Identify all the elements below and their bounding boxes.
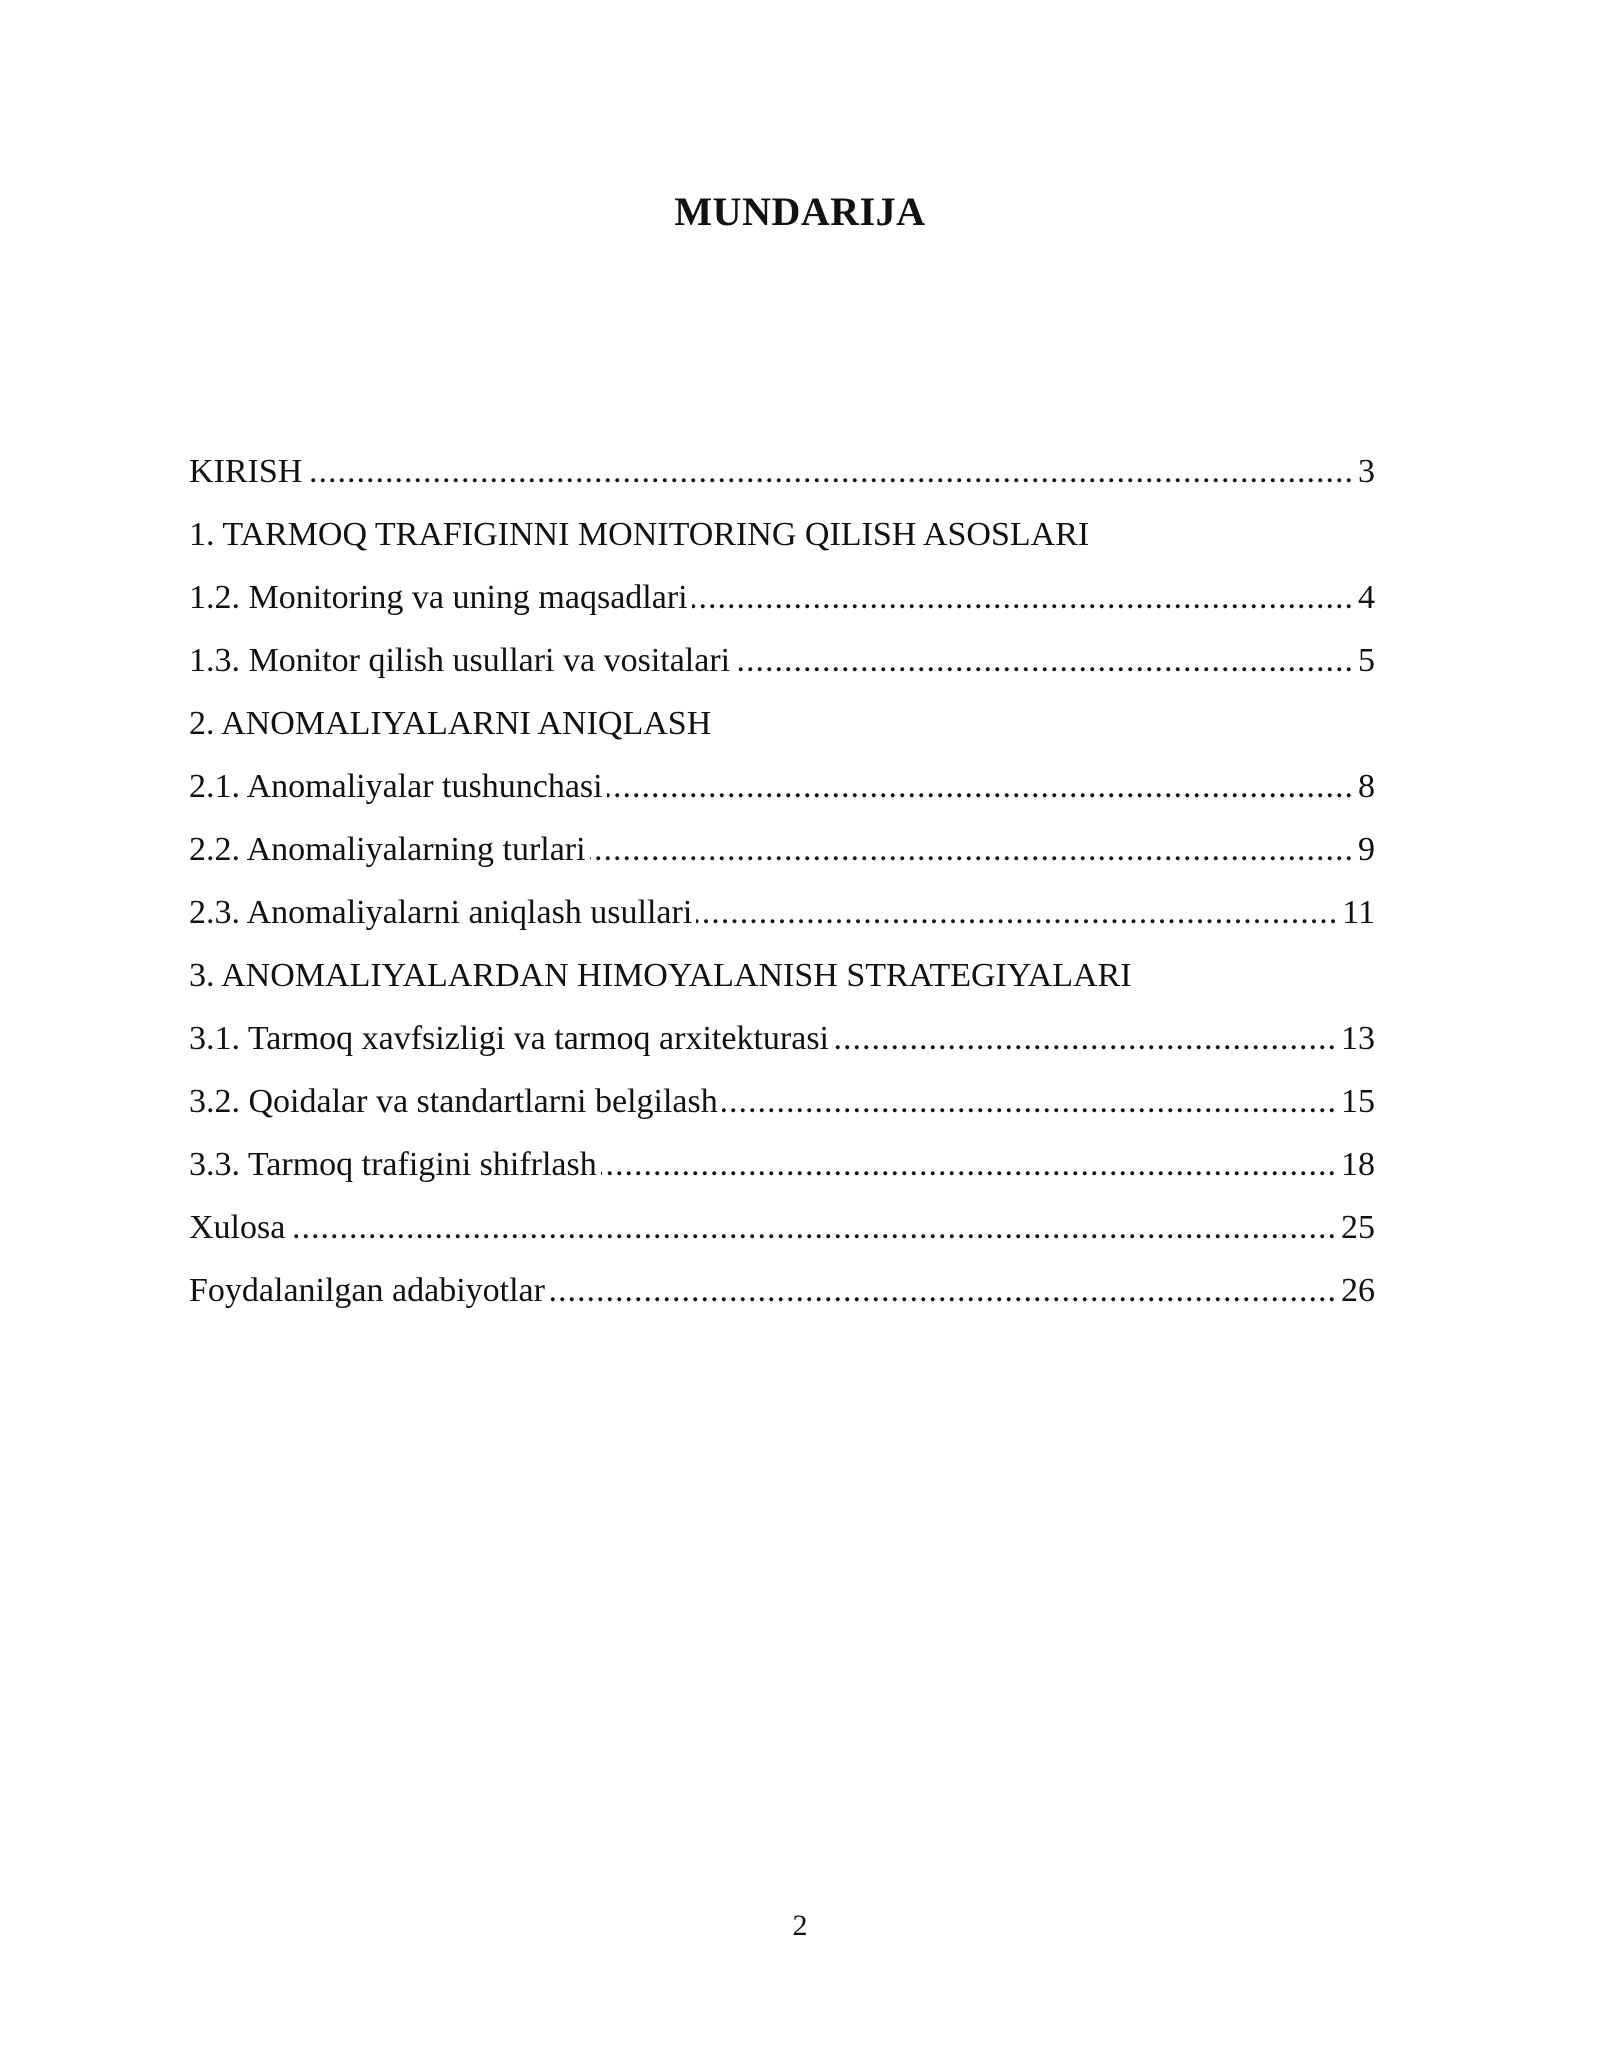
- toc-section-heading[interactable]: [189, 503, 1375, 566]
- toc-entry[interactable]: [189, 566, 1375, 629]
- toc-dot-leader: [722, 1070, 1337, 1133]
- toc-entry-page: 9: [1358, 831, 1375, 868]
- toc-dot-leader: [601, 1133, 1337, 1196]
- toc-entry-label: Foydalanilgan adabiyotlar: [189, 1272, 545, 1309]
- toc-dot-leader: [833, 1007, 1337, 1070]
- toc-entry-label: 1. TARMOQ TRAFIGINNI MONITORING QILISH ASOSLARI: [189, 516, 1090, 553]
- toc-entry-label: 3.1. Tarmoq xavfsizligi va tarmoq arxitekturasi: [189, 1020, 829, 1057]
- toc-dot-leader: [734, 629, 1354, 692]
- toc-entry-page: 4: [1358, 579, 1375, 616]
- toc-entry[interactable]: [189, 629, 1375, 692]
- toc-entry-label: 3.2. Qoidalar va standartlarni belgilash: [189, 1083, 718, 1120]
- toc-entry-label: 2.3. Anomaliyalarni aniqlash usullari: [189, 894, 693, 931]
- toc-entry-label: 2.2. Anomaliyalarning turlari: [189, 831, 586, 868]
- toc-entry-page: 25: [1341, 1209, 1375, 1246]
- toc-entry[interactable]: [189, 818, 1375, 881]
- toc-entry-page: 18: [1341, 1146, 1375, 1183]
- toc-section-heading[interactable]: [189, 692, 1375, 755]
- toc-entry-label: 1.3. Monitor qilish usullari va vositalari: [189, 642, 731, 679]
- toc-entry-label: 3.3. Tarmoq trafigini shifrlash: [189, 1146, 597, 1183]
- toc-dot-leader: [692, 566, 1354, 629]
- toc-dot-leader: [696, 881, 1338, 944]
- toc-entry[interactable]: [189, 755, 1375, 818]
- toc-entry-page: 15: [1341, 1083, 1375, 1120]
- toc-entry-label: 3. ANOMALIYALARDAN HIMOYALANISH STRATEGIYALARI: [189, 957, 1132, 994]
- toc-entry-label: 1.2. Monitoring va uning maqsadlari: [189, 579, 688, 616]
- toc-entry-page: 11: [1342, 894, 1375, 931]
- page-title: MUNDARIJA: [674, 189, 926, 234]
- toc-entry-page: 13: [1341, 1020, 1375, 1057]
- toc-dot-leader: [289, 1196, 1337, 1259]
- toc-entry[interactable]: [189, 1133, 1375, 1196]
- page-number: 2: [792, 1909, 808, 1942]
- toc-dot-leader: [607, 755, 1354, 818]
- toc-entry[interactable]: [189, 1196, 1375, 1259]
- toc-section-heading[interactable]: [189, 944, 1375, 1007]
- toc-entry-page: 8: [1358, 768, 1375, 805]
- toc-entry-page: 26: [1341, 1272, 1375, 1309]
- toc-entry-page: 5: [1358, 642, 1375, 679]
- table-of-contents: [189, 440, 1375, 1322]
- toc-entry-label: 2. ANOMALIYALARNI ANIQLASH: [189, 705, 712, 742]
- toc-entry[interactable]: [189, 440, 1375, 503]
- toc-entry-label: KIRISH: [189, 453, 303, 490]
- toc-entry[interactable]: [189, 1259, 1375, 1322]
- toc-entry-label: 2.1. Anomaliyalar tushunchasi: [189, 768, 603, 805]
- toc-entry[interactable]: [189, 1070, 1375, 1133]
- toc-dot-leader: [549, 1259, 1337, 1322]
- toc-entry-label: Xulosa: [189, 1209, 286, 1246]
- toc-dot-leader: [306, 440, 1354, 503]
- toc-entry[interactable]: [189, 1007, 1375, 1070]
- toc-entry-page: 3: [1358, 453, 1375, 490]
- toc-dot-leader: [590, 818, 1354, 881]
- toc-entry[interactable]: [189, 881, 1375, 944]
